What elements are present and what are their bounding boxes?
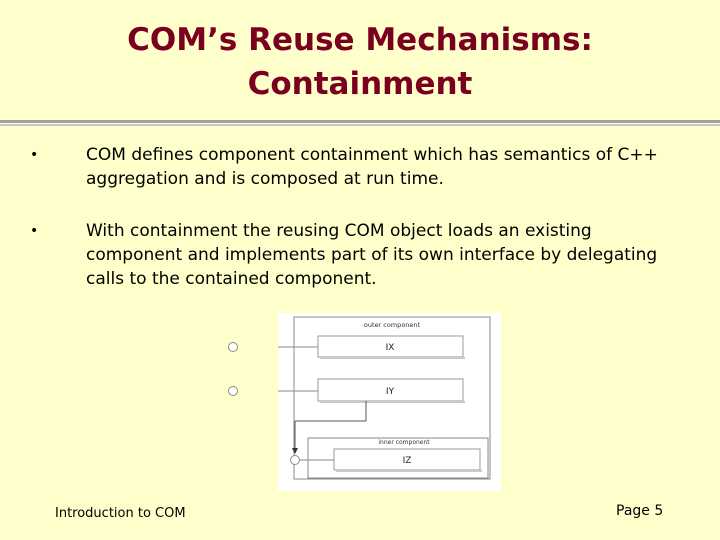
interface-lollipop-iy-icon: [229, 387, 238, 396]
footer-page-number: Page 5: [616, 503, 664, 519]
bullet-text: COM defines component containment which has semantics of C++ aggregation and is composed at run time.: [86, 145, 658, 189]
interface-lollipop-ix-icon: [229, 343, 238, 352]
bullet-icon: •: [30, 147, 39, 163]
bullet-text: With containment the reusing COM object loads an existing component and implements part of its own interface by delegating calls to the contained component.: [86, 221, 658, 289]
interface-label-iz: IZ: [402, 456, 412, 466]
containment-diagram: [278, 313, 501, 491]
title-divider: [0, 120, 720, 123]
footer-course-title: Introduction to COM: [55, 506, 186, 521]
slide-title: [0, 18, 720, 106]
bullet-item: [30, 219, 686, 291]
external-lollipops: [222, 338, 244, 402]
interface-label-iy: IY: [385, 387, 395, 397]
title-line-1: COM’s Reuse Mechanisms:: [127, 22, 593, 58]
inner-component-label: inner component: [378, 439, 430, 446]
interface-label-ix: IX: [385, 343, 395, 353]
bullet-icon: •: [30, 223, 39, 239]
arrowhead-icon: [292, 448, 298, 454]
interface-lollipop-iz-icon: [291, 456, 300, 465]
title-line-2: Containment: [247, 66, 473, 102]
title-divider-shadow: [0, 124, 720, 126]
bullet-item: [30, 143, 686, 191]
outer-component-label: outer component: [363, 321, 421, 329]
diagram-canvas: [278, 313, 501, 491]
